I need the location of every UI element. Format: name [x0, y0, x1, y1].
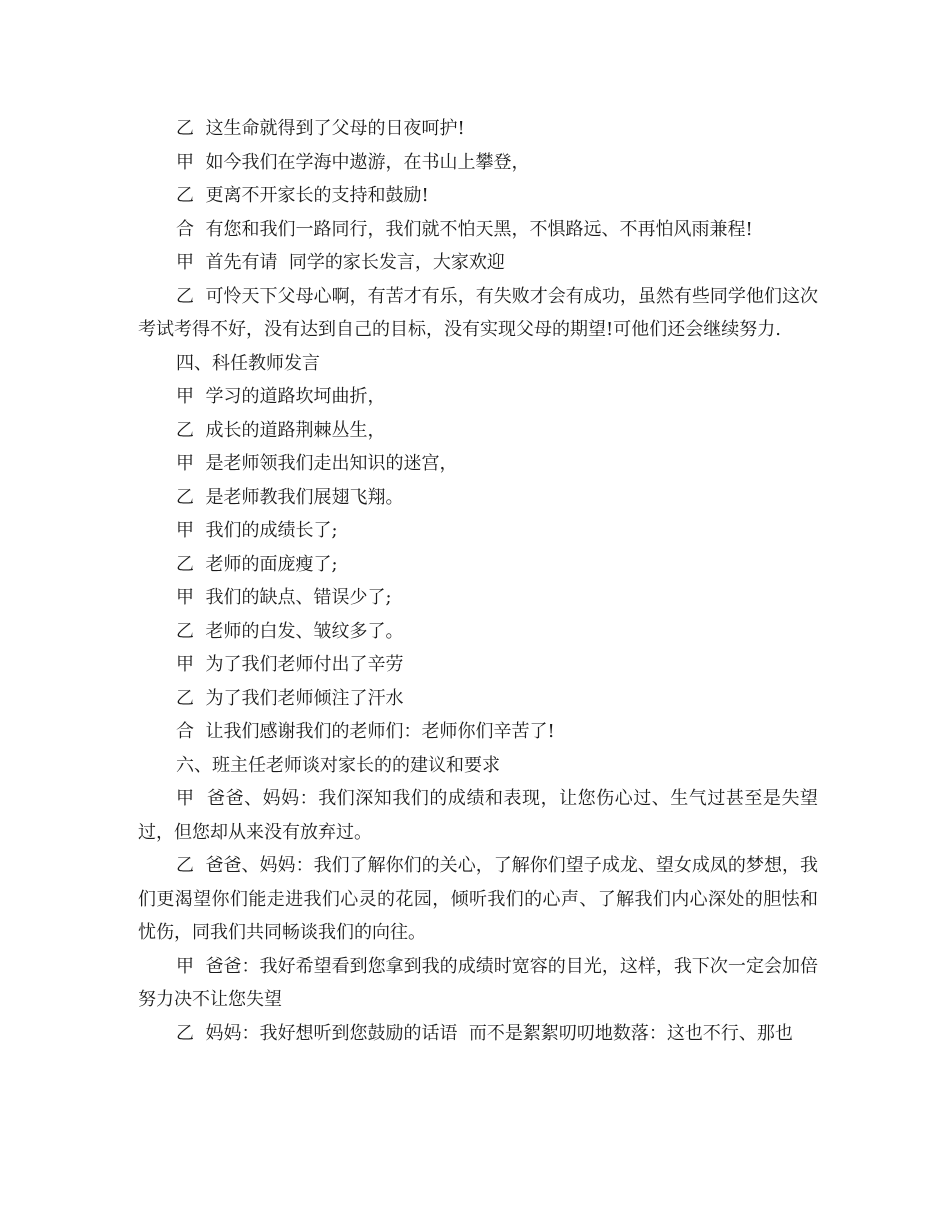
paragraph: 甲 我们的缺点、错误少了;: [176, 587, 392, 608]
section-heading: 四、科任教师发言: [176, 352, 320, 374]
paragraph: 甲 我们的成绩长了;: [176, 520, 338, 541]
paragraph: 乙 更离不开家长的支持和鼓励!: [176, 185, 429, 206]
section-heading: 六、班主任老师谈对家长的的建议和要求: [176, 754, 500, 776]
document-body: [138, 112, 818, 1050]
paragraph: 乙 可怜天下父母心啊，有苦才有乐，有失败才会有成功，虽然有些同学他们这次考试考得不好，没有达到自己的目标，没有实现父母的期望!可他们还会继续努力.: [138, 285, 818, 340]
paragraph: 合 有您和我们一路同行，我们就不怕天黑，不惧路远、不再怕风雨兼程!: [176, 218, 753, 240]
paragraph: 合 让我们感谢我们的老师们：老师你们辛苦了!: [176, 721, 555, 742]
paragraph: 甲 如今我们在学海中遨游，在书山上攀登，: [176, 151, 530, 173]
paragraph: 乙 为了我们老师倾注了汗水: [176, 687, 404, 709]
paragraph: 甲 学习的道路坎坷曲折，: [176, 386, 386, 407]
paragraph: 甲 爸爸、妈妈：我们深知我们的成绩和表现，让您伤心过、生气过甚至是失望过，但您却从来没有放弃过。: [138, 788, 818, 843]
paragraph: 乙 老师的面庞瘦了;: [176, 553, 338, 575]
paragraph: 乙 是老师教我们展翅飞翔。: [176, 486, 404, 508]
paragraph: 乙 妈妈：我好想听到您鼓励的话语 而不是絮絮叨叨地数落：这也不行、那也: [176, 1022, 793, 1044]
paragraph: 乙 这生命就得到了父母的日夜呵护!: [176, 118, 465, 139]
paragraph: 甲 为了我们老师付出了辛劳: [176, 654, 404, 675]
paragraph: 乙 成长的道路荆棘丛生，: [176, 419, 386, 441]
paragraph: 甲 首先有请 同学的家长发言，大家欢迎: [176, 252, 505, 273]
paragraph: 乙 爸爸、妈妈：我们了解你们的关心，了解你们望子成龙、望女成凤的梦想，我们更渴望你们能走进我们心灵的花园，倾听我们的心声、了解我们内心深处的胆怯和忧伤，同我们共同畅谈我们的向往。: [138, 855, 818, 943]
paragraph: 乙 老师的白发、皱纹多了。: [176, 620, 404, 642]
paragraph: 甲 爸爸：我好希望看到您拿到我的成绩时宽容的目光，这样，我下次一定会加倍努力决不让您失望: [138, 955, 818, 1010]
paragraph: 甲 是老师领我们走出知识的迷宫，: [176, 453, 458, 474]
